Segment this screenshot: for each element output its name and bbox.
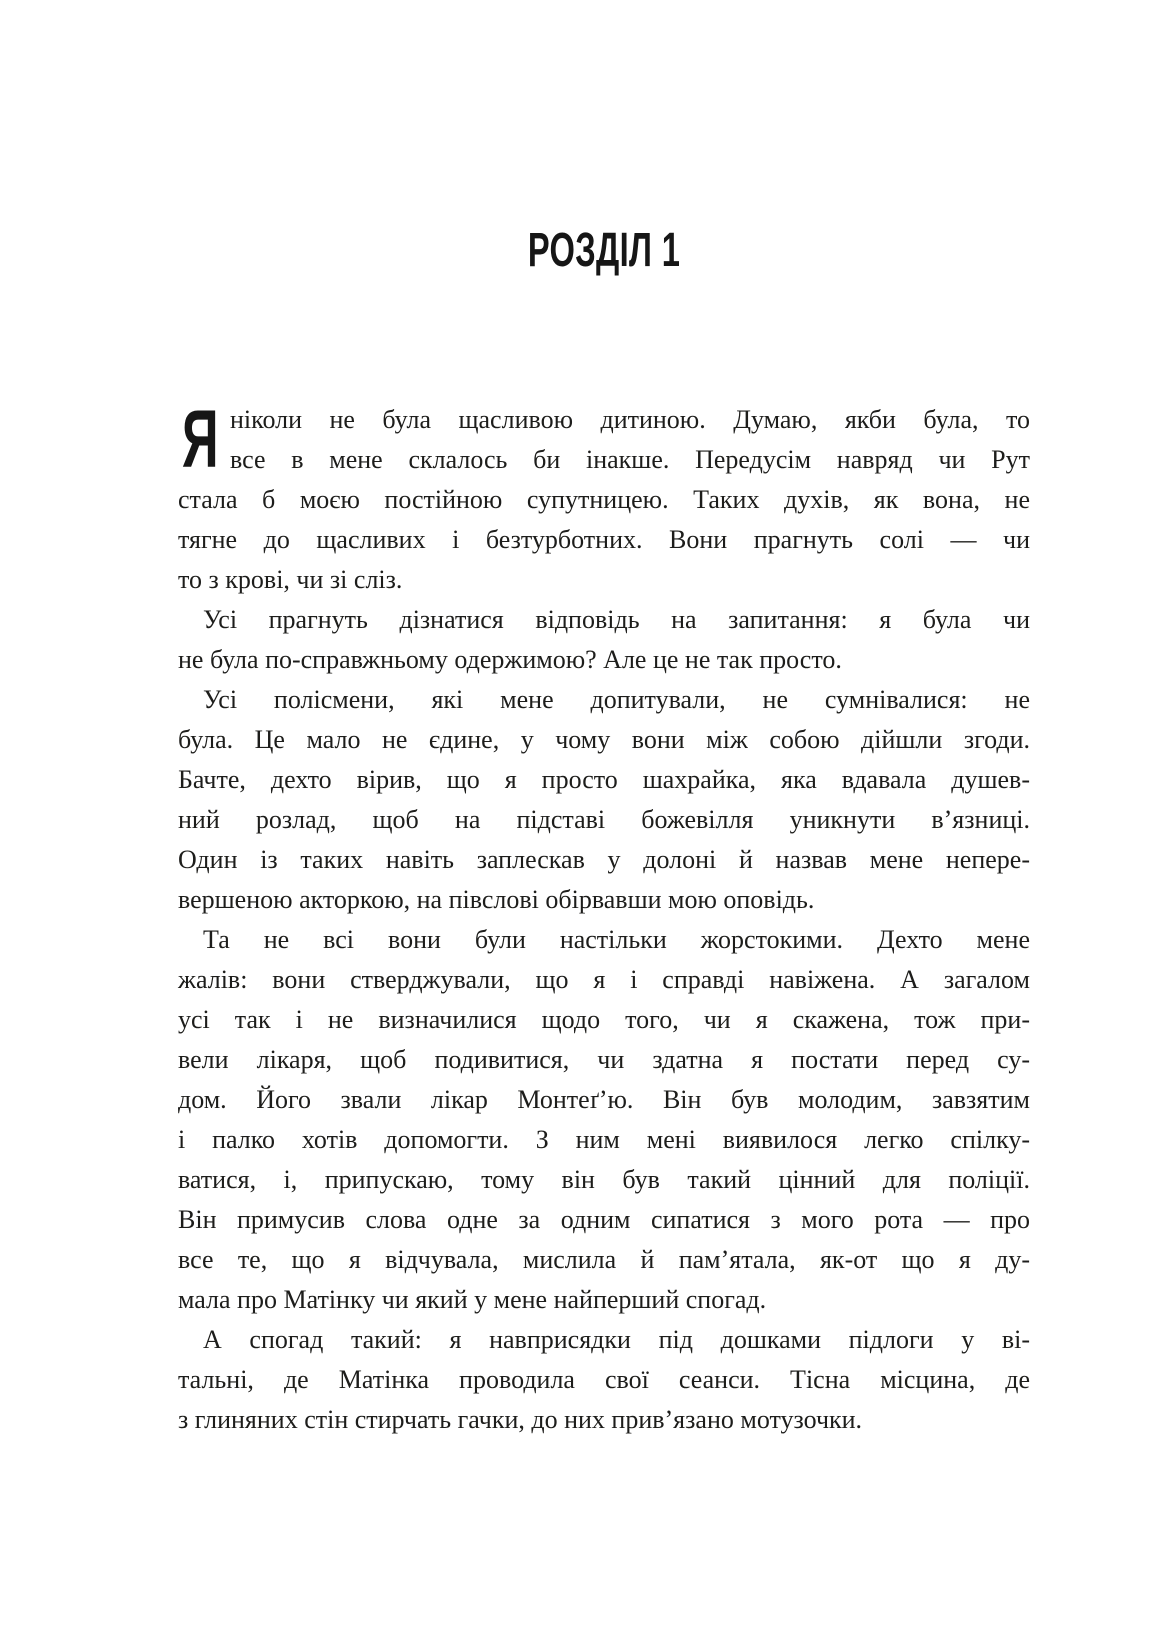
text-line: була. Це мало не єдине, у чому вони між собою дійшли згоди. xyxy=(178,725,1030,754)
paragraph xyxy=(178,920,1030,1320)
text-line: Усі полісмени, які мене допитували, не сумнівалися: не xyxy=(203,685,1030,714)
text-line: вели лікаря, щоб подивитися, чи здатна я постати перед су- xyxy=(178,1045,1030,1074)
text-line: дом. Його звали лікар Монтеґ’ю. Він був молодим, завзятим xyxy=(178,1085,1030,1114)
text-line: мала про Матінку чи який у мене найперший спогад. xyxy=(178,1285,767,1314)
chapter-heading-text: РОЗДІЛ 1 xyxy=(527,224,681,277)
text-line: ніколи не була щасливою дитиною. Думаю, якби була, то xyxy=(230,405,1030,434)
paragraph xyxy=(178,600,1030,680)
paragraph xyxy=(178,394,1030,600)
text-line: все в мене склалось би інакше. Передусім навряд чи Рут xyxy=(230,445,1030,474)
paragraph xyxy=(178,680,1030,920)
drop-cap-letter: Я xyxy=(182,394,219,485)
text-line: стала б моєю постійною супутницею. Таких духів, як вона, не xyxy=(178,485,1030,514)
text-line: ний розлад, щоб на підставі божевілля уникнути в’язниці. xyxy=(178,805,1030,834)
text-line: Він примусив слова одне за одним сипатися з мого рота — про xyxy=(178,1205,1030,1234)
text-line: все те, що я відчувала, мислила й пам’ятала, як-от що я ду- xyxy=(178,1245,1030,1274)
text-line: Бачте, дехто вірив, що я просто шахрайка, яка вдавала душев- xyxy=(178,765,1030,794)
text-line: не була по-справжньому одержимою? Але це не так просто. xyxy=(178,645,842,674)
text-line: вершеною акторкою, на півслові обірвавши мою оповідь. xyxy=(178,885,815,914)
text-line: усі так і не визначилися щодо того, чи я скажена, тож при- xyxy=(178,1005,1030,1034)
text-line: тягне до щасливих і безтурботних. Вони прагнуть солі — чи xyxy=(178,525,1030,554)
text-line: ватися, і, припускаю, тому він був такий цінний для поліції. xyxy=(178,1165,1030,1194)
text-line: жалів: вони стверджували, що я і справді навіжена. А загалом xyxy=(178,965,1030,994)
text-line: Усі прагнуть дізнатися відповідь на запитання: я була чи xyxy=(203,605,1030,634)
text-line: з глиняних стін стирчать гачки, до них прив’язано мотузочки. xyxy=(178,1405,863,1434)
drop-cap xyxy=(178,394,230,485)
text-line: Та не всі вони були настільки жорстокими. Дехто мене xyxy=(203,925,1030,954)
text-line: то з крові, чи зі сліз. xyxy=(178,565,403,594)
paragraphs xyxy=(178,394,1030,1440)
paragraph xyxy=(178,1320,1030,1440)
text-block xyxy=(178,224,1030,1440)
text-line: А спогад такий: я навприсядки під дошками підлоги у ві- xyxy=(203,1325,1030,1354)
text-line: тальні, де Матінка проводила свої сеанси. Тісна місцина, де xyxy=(178,1365,1030,1394)
text-line: і палко хотів допомогти. З ним мені виявилося легко спілку- xyxy=(178,1125,1030,1154)
chapter-heading xyxy=(178,224,1030,277)
text-line: Один із таких навіть заплескав у долоні й назвав мене непере- xyxy=(178,845,1030,874)
